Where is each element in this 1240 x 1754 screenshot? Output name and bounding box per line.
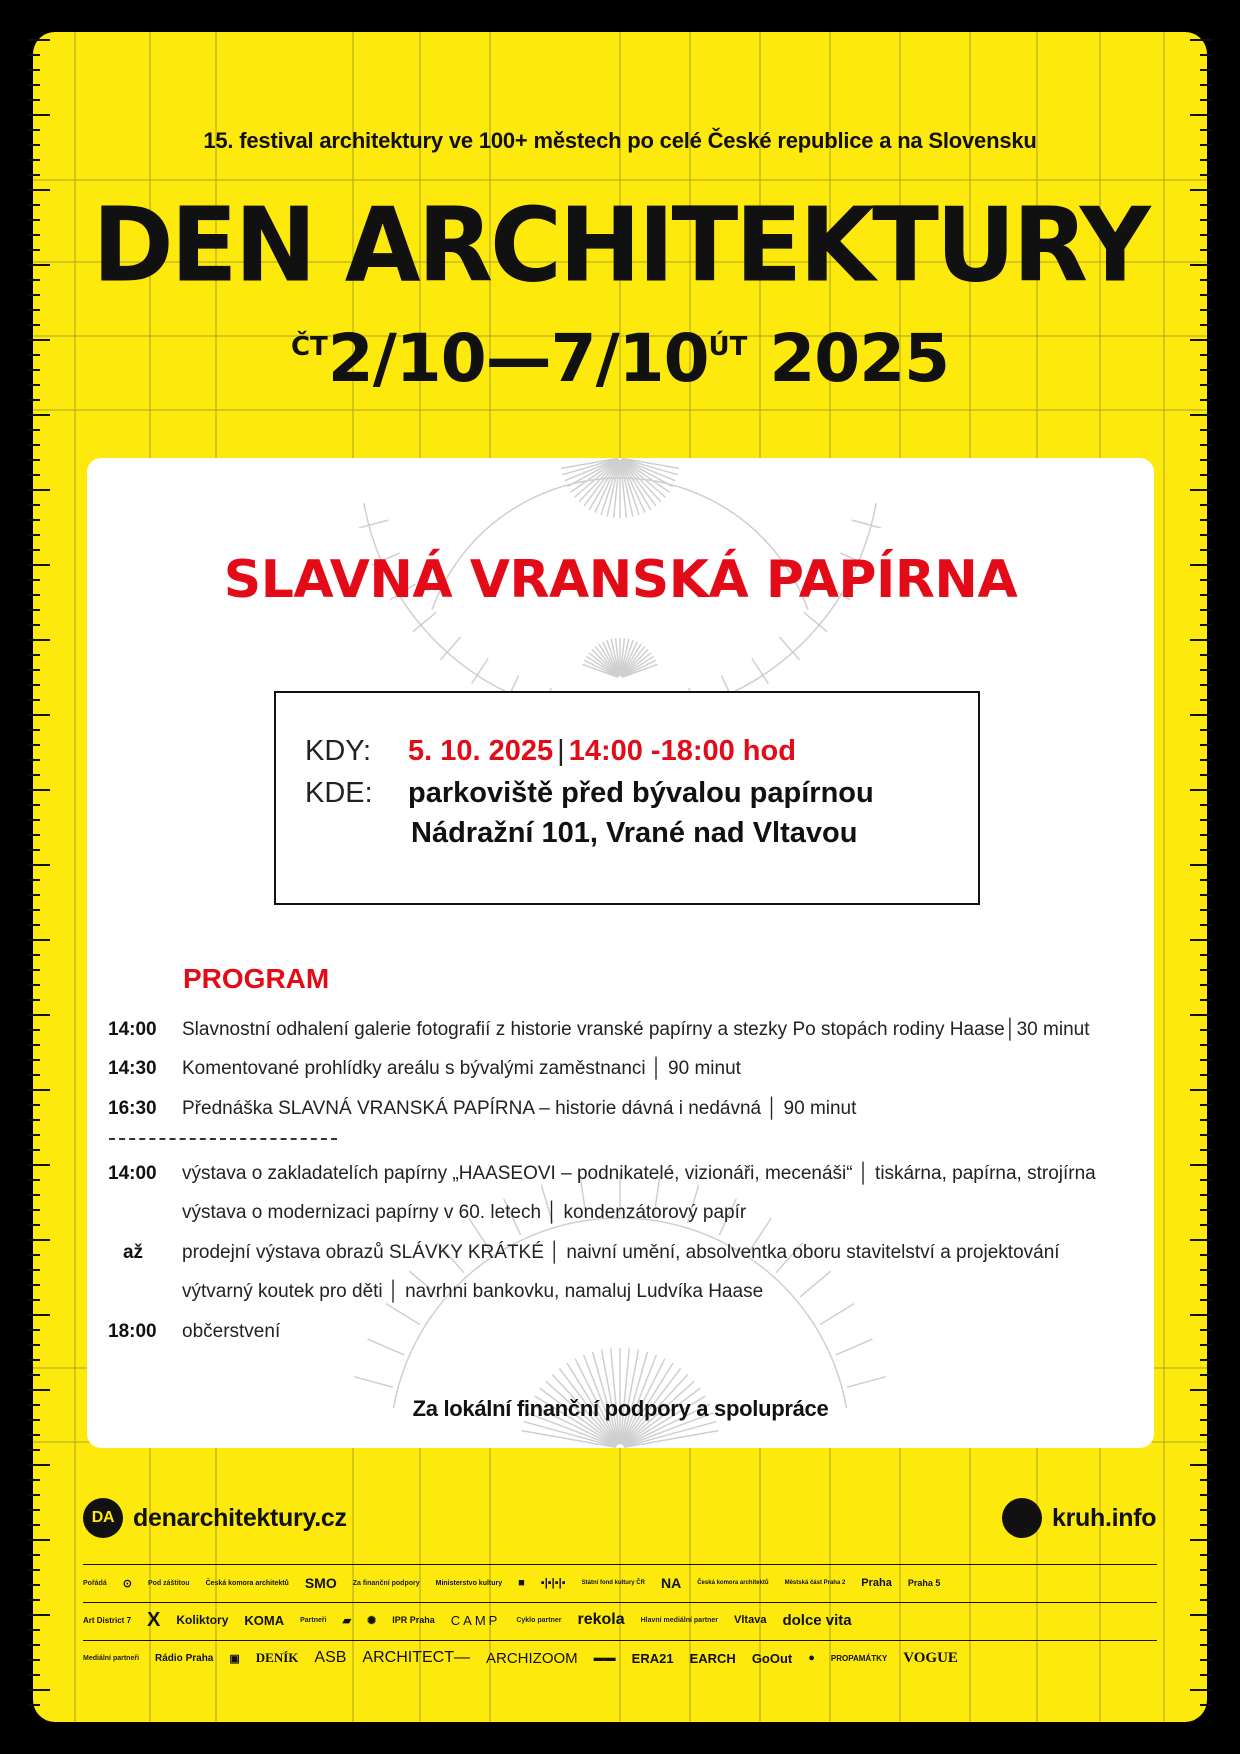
- sponsor-logo: Vltava: [734, 1614, 767, 1626]
- sponsor-row-1: [83, 1567, 1157, 1599]
- sponsor-logo-icon: ✺: [367, 1614, 377, 1627]
- when-label: KDY:: [305, 735, 372, 767]
- kruh-link[interactable]: [1002, 1498, 1156, 1538]
- sponsor-role: Mediální partneři: [83, 1654, 140, 1662]
- place-line2: Nádražní 101, Vrané nad Vltavou: [411, 817, 858, 849]
- sponsor-logo: ASB: [314, 1649, 347, 1666]
- program-time: 14:00: [108, 1019, 157, 1040]
- sponsor-role: Hlavní mediální partner: [640, 1616, 719, 1624]
- sponsor-role: Partneři: [300, 1616, 327, 1624]
- sponsor-divider: [83, 1564, 1157, 1565]
- sponsor-logo: ARCHITECT—: [362, 1649, 470, 1666]
- program-row: [87, 1011, 1154, 1049]
- place-line1: parkoviště před bývalou papírnou: [408, 777, 874, 809]
- sponsor-logo: SMO: [304, 1575, 337, 1591]
- where-label: KDE:: [305, 777, 373, 809]
- program-row: [87, 1090, 1154, 1128]
- festival-dates: [0, 312, 1240, 397]
- kruh-logo-icon: [1002, 1498, 1042, 1538]
- program-text: prodejní výstava obrazů SLÁVKY KRÁTKÉ │ naivní umění, absolventka oboru stavitelství a projektování: [182, 1242, 1060, 1263]
- sponsor-logo: Česká komora architektů: [205, 1579, 289, 1587]
- program-heading: PROGRAM: [183, 963, 330, 994]
- day-to: ÚT: [708, 332, 748, 362]
- event-info-box: [274, 691, 980, 905]
- sponsor-logo: Koliktory: [176, 1613, 229, 1627]
- program-text: Slavnostní odhalení galerie fotografií z historie vranské papírny a stezky Po stopách rodiny Haase│30 minut: [182, 1019, 1090, 1040]
- place-line2-row: [411, 817, 857, 850]
- program-row: [87, 1313, 1154, 1351]
- event-date: 5. 10. 2025: [408, 735, 554, 767]
- where-row: [305, 777, 874, 810]
- sponsor-logo: Městská část Praha 2: [784, 1580, 846, 1586]
- program-text: výstava o zakladatelích papírny „HAASEOVI – podnikatelé, vizionáři, mecenáši“ │ tiskárna, papírna, strojírna: [182, 1163, 1096, 1184]
- sponsor-logo-icon: ▪|▪|▪|▪: [540, 1577, 566, 1589]
- program-text: Přednáška SLAVNÁ VRANSKÁ PAPÍRNA – historie dávná i nedávná │ 90 minut: [182, 1098, 857, 1119]
- program-time: 14:00: [108, 1163, 157, 1184]
- program-row: [87, 1155, 1154, 1193]
- sponsor-role: Pořádá: [83, 1579, 107, 1587]
- sponsor-divider: [83, 1602, 1157, 1603]
- program-row: [87, 1050, 1154, 1088]
- sponsor-logo: X: [147, 1608, 161, 1631]
- sponsor-logo-icon: ●: [808, 1652, 815, 1664]
- website-link[interactable]: [83, 1498, 347, 1538]
- festival-tagline: 15. festival architektury ve 100+ městech po celé České republice a na Slovensku: [203, 128, 1037, 153]
- sponsor-logo-icon: ▬▬: [593, 1652, 616, 1664]
- event-card: [87, 458, 1154, 1448]
- sponsor-logo: KOMA: [244, 1612, 285, 1628]
- when-row: KDY: 5. 10. 2025 | 14:00 -18:00 hod: [305, 735, 796, 767]
- sponsor-logo-icon: ■: [518, 1577, 525, 1589]
- support-text: Za lokální finanční podpory a spolupráce: [412, 1396, 829, 1421]
- sponsor-logo: DENÍK: [255, 1650, 299, 1665]
- sponsor-logo: GoOut: [751, 1650, 793, 1666]
- sponsor-row-3: [83, 1642, 1157, 1674]
- sponsor-logo-icon: ▰: [342, 1614, 352, 1627]
- da-logo-icon: DA: [83, 1498, 123, 1538]
- sponsor-logo-icon: ⊙: [122, 1577, 132, 1590]
- sponsor-logo: dolce vita: [782, 1611, 852, 1629]
- sponsor-logo: Praha 5: [907, 1578, 941, 1588]
- sponsor-role: Pod záštitou: [147, 1579, 190, 1587]
- sponsor-logo: Česká komora architektů: [697, 1580, 769, 1586]
- sponsor-logo: Ministerstvo kultury: [435, 1579, 503, 1587]
- program-time: 18:00: [108, 1321, 157, 1342]
- program-divider: [109, 1138, 337, 1140]
- sponsor-logo: Rádio Praha: [155, 1652, 214, 1664]
- sponsor-logo: ERA21: [631, 1650, 674, 1666]
- sponsor-row-2: [83, 1604, 1157, 1636]
- event-time: 14:00 -18:00 hod: [568, 735, 796, 767]
- program-time: 16:30: [108, 1098, 157, 1119]
- sponsor-logo: IPR Praha: [392, 1615, 435, 1625]
- program-text: občerstvení: [182, 1321, 281, 1342]
- program-time: 14:30: [108, 1058, 157, 1079]
- program-row: [87, 1273, 1154, 1311]
- event-title: SLAVNÁ VRANSKÁ PAPÍRNA: [223, 550, 1018, 610]
- sponsor-role: Cyklo partner: [516, 1616, 562, 1624]
- sponsor-logo-icon: ▣: [229, 1652, 240, 1665]
- sponsor-logo: rekola: [577, 1611, 625, 1628]
- sponsor-logo: Státní fond kultury ČR: [581, 1580, 645, 1586]
- sponsor-logo: NA: [660, 1575, 682, 1591]
- program-time: až: [122, 1242, 144, 1263]
- program-row: [87, 1194, 1154, 1232]
- sponsor-divider: [83, 1640, 1157, 1641]
- kruh-link-text: kruh.info: [1052, 1503, 1157, 1532]
- festival-title: DEN ARCHITEKTURY: [92, 186, 1148, 306]
- sponsor-logo: VOGUE: [903, 1649, 958, 1666]
- sponsor-role: Za finanční podpory: [352, 1579, 420, 1587]
- sponsor-logo: PROPAMÁTKY: [830, 1653, 888, 1663]
- website-link-text: denarchitektury.cz: [133, 1503, 347, 1532]
- sponsor-logo: CAMP: [450, 1612, 501, 1628]
- festival-year: 2025: [769, 320, 950, 397]
- sponsor-logo: EARCH: [689, 1650, 736, 1666]
- program-text: výtvarný koutek pro děti │ navrhni bankovku, namaluj Ludvíka Haase: [182, 1281, 764, 1302]
- program-text: výstava o modernizaci papírny v 60. letech │ kondenzátorový papír: [182, 1202, 747, 1223]
- sponsor-logo: Praha: [861, 1577, 892, 1589]
- sponsor-logo: Art District 7: [83, 1615, 132, 1625]
- program-text: Komentované prohlídky areálu s bývalými zaměstnanci │ 90 minut: [182, 1058, 741, 1079]
- day-from: ČT: [290, 332, 328, 362]
- date-range: 2/10—7/10: [327, 320, 709, 397]
- program-row: [87, 1234, 1154, 1272]
- sponsor-logo: ARCHIZOOM: [485, 1649, 578, 1667]
